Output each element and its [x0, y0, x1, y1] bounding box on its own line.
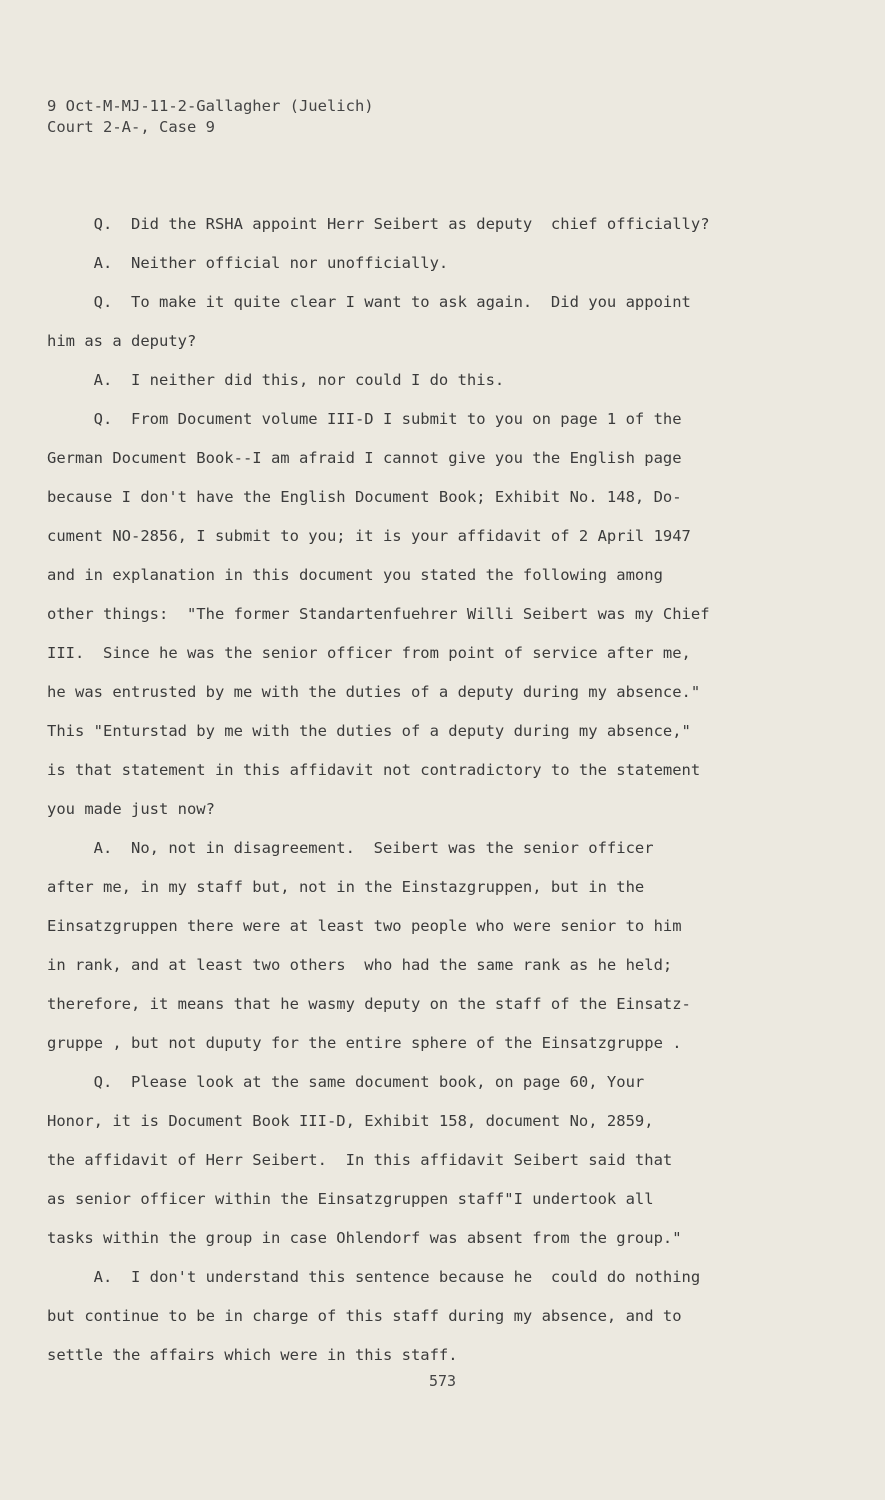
header-line-2: Court 2-A-, Case 9: [47, 118, 215, 136]
transcript-line: other things: "The former Standartenfuehrer Willi Seibert was my Chief: [47, 605, 710, 623]
transcript-line: settle the affairs which were in this staff.: [47, 1346, 458, 1364]
transcript-line: A. No, not in disagreement. Seibert was the senior officer: [47, 839, 654, 857]
transcript-line: cument NO-2856, I submit to you; it is your affidavit of 2 April 1947: [47, 527, 691, 545]
transcript-line: A. Neither official nor unofficially.: [47, 254, 449, 272]
transcript-line: A. I don't understand this sentence because he could do nothing: [47, 1268, 701, 1286]
transcript-line: is that statement in this affidavit not contradictory to the statement: [47, 761, 701, 779]
transcript-line: A. I neither did this, nor could I do this.: [47, 371, 505, 389]
transcript-line: because I don't have the English Document Book; Exhibit No. 148, Do-: [47, 488, 682, 506]
transcript-line: This "Enturstad by me with the duties of a deputy during my absence,": [47, 722, 691, 740]
transcript-line: he was entrusted by me with the duties of a deputy during my absence.": [47, 683, 701, 701]
transcript-line: but continue to be in charge of this staff during my absence, and to: [47, 1307, 682, 1325]
page-header: [47, 96, 374, 138]
transcript-line: German Document Book--I am afraid I cannot give you the English page: [47, 449, 682, 467]
transcript-body: [47, 205, 747, 1375]
transcript-line: him as a deputy?: [47, 332, 197, 350]
header-line-1: 9 Oct-M-MJ-11-2-Gallagher (Juelich): [47, 97, 374, 115]
transcript-line: III. Since he was the senior officer from point of service after me,: [47, 644, 691, 662]
transcript-line: you made just now?: [47, 800, 215, 818]
transcript-line: Einsatzgruppen there were at least two people who were senior to him: [47, 917, 682, 935]
transcript-line: Honor, it is Document Book III-D, Exhibit 158, document No, 2859,: [47, 1112, 654, 1130]
transcript-line: Q. To make it quite clear I want to ask again. Did you appoint: [47, 293, 691, 311]
transcript-line: tasks within the group in case Ohlendorf was absent from the group.": [47, 1229, 682, 1247]
transcript-line: therefore, it means that he wasmy deputy on the staff of the Einsatz-: [47, 995, 691, 1013]
transcript-line: after me, in my staff but, not in the Einstazgruppen, but in the: [47, 878, 645, 896]
transcript-line: in rank, and at least two others who had the same rank as he held;: [47, 956, 673, 974]
transcript-line: gruppe , but not duputy for the entire sphere of the Einsatzgruppe .: [47, 1034, 682, 1052]
transcript-line: the affidavit of Herr Seibert. In this affidavit Seibert said that: [47, 1151, 673, 1169]
transcript-line: Q. Did the RSHA appoint Herr Seibert as deputy chief officially?: [47, 215, 710, 233]
transcript-line: Q. Please look at the same document book, on page 60, Your: [47, 1073, 645, 1091]
transcript-line: as senior officer within the Einsatzgruppen staff"I undertook all: [47, 1190, 654, 1208]
transcript-line: Q. From Document volume III-D I submit to you on page 1 of the: [47, 410, 682, 428]
page-number: 573: [428, 1372, 457, 1390]
transcript-line: and in explanation in this document you stated the following among: [47, 566, 663, 584]
